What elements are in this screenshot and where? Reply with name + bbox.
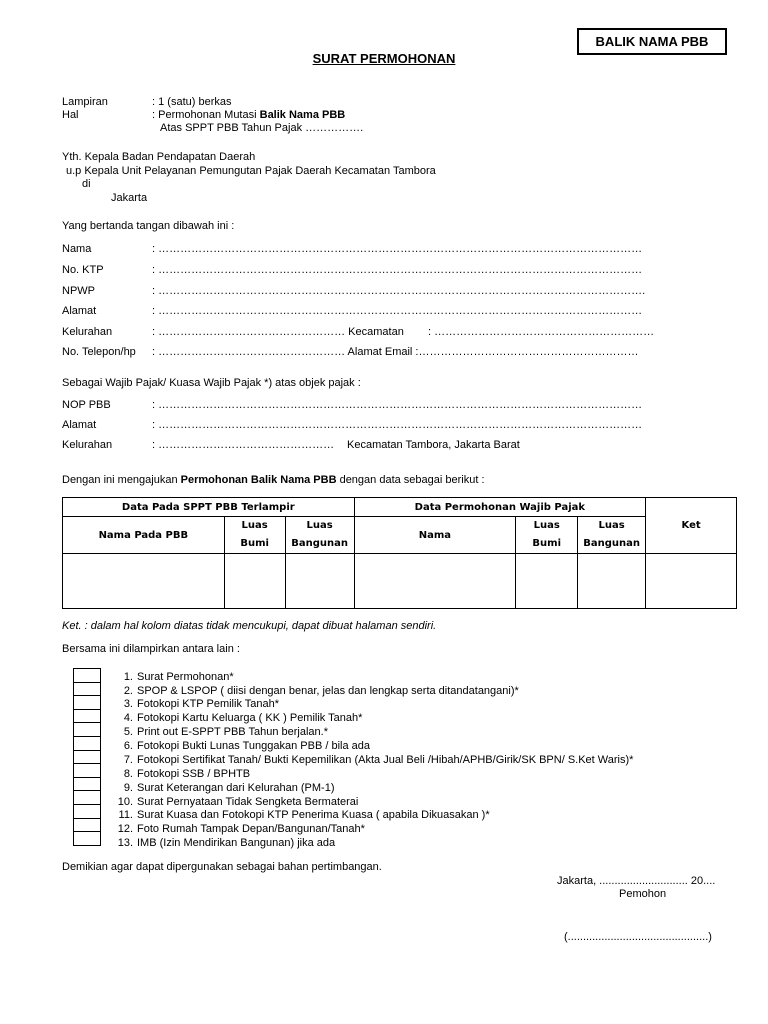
npwp-field[interactable]: : ……………………………………………………………………………………………………………………. (152, 285, 646, 297)
lampiran-value: : 1 (satu) berkas (152, 96, 232, 108)
nop-label: NOP PBB (62, 399, 111, 411)
list-item: 5. Print out E-SPPT PBB Tahun berjalan.* (123, 726, 328, 738)
lampiran-label: Lampiran (62, 96, 108, 108)
hal-value-line2: Atas SPPT PBB Tahun Pajak ……………. (160, 122, 364, 134)
list-item: 1. Surat Permohonan* (123, 671, 234, 683)
table-header-luas-bumi-2: Luas Bumi (516, 517, 578, 554)
list-item: 8. Fotokopi SSB / BPHTB (123, 768, 251, 780)
checkbox[interactable] (73, 831, 101, 846)
checkbox[interactable] (73, 750, 101, 764)
signature-line[interactable]: (..............................................) (564, 931, 712, 943)
nama-field[interactable]: : …………………………………………………………………………………………………………………… (152, 243, 643, 255)
telepon-email-field[interactable]: : …………………………………………… Alamat Email :…………………………………………………… (152, 346, 639, 358)
checkbox[interactable] (73, 777, 101, 791)
pemohon-label: Pemohon (619, 888, 667, 900)
objek-kecamatan-value: Kecamatan Tambora, Jakarta Barat (347, 439, 520, 451)
checkbox[interactable] (73, 668, 101, 682)
nama-label: Nama (62, 243, 92, 255)
hal-value: : Permohonan Mutasi Balik Nama PBB (152, 109, 346, 121)
ktp-field[interactable]: : …………………………………………………………………………………………………………………… (152, 264, 643, 276)
cell-luas-bangunan[interactable] (285, 554, 354, 609)
list-item: 7. Fotokopi Sertifikat Tanah/ Bukti Kepemilikan (Akta Jual Beli /Hibah/APHB/Girik/SK BPN/ S.Ket Waris)* (123, 754, 634, 766)
checkbox[interactable] (73, 695, 101, 709)
list-item: 6. Fotokopi Bukti Lunas Tunggakan PBB / bila ada (123, 740, 370, 752)
alamat-field[interactable]: : …………………………………………………………………………………………………………………… (152, 305, 643, 317)
recipient-line2: u.p Kepala Unit Pelayanan Pemungutan Pajak Daerah Kecamatan Tambora (66, 165, 436, 177)
objek-alamat-label: Alamat (62, 419, 97, 431)
kelurahan-label: Kelurahan (62, 326, 113, 338)
submission-text: Dengan ini mengajukan Permohonan Balik Nama PBB dengan data sebagai berikut : (62, 474, 485, 486)
intro-text: Yang bertanda tangan dibawah ini : (62, 220, 235, 232)
cell-luas-bumi[interactable] (224, 554, 285, 609)
cell-luas-bumi-2[interactable] (516, 554, 578, 609)
data-table (62, 497, 737, 609)
list-item: 11. Surat Kuasa dan Fotokopi KTP Penerima Kuasa ( apabila Dikuasakan )* (118, 809, 490, 821)
checkbox[interactable] (73, 790, 101, 804)
recipient-line4: Jakarta (111, 192, 148, 204)
checkbox[interactable] (73, 763, 101, 777)
alamat-label: Alamat (62, 305, 97, 317)
list-item: 12. Foto Rumah Tampak Depan/Bangunan/Tanah* (117, 823, 365, 835)
table-header-nama: Nama (354, 517, 516, 554)
list-item: 4. Fotokopi Kartu Keluarga ( KK ) Pemilik Tanah* (123, 712, 363, 724)
telepon-label: No. Telepon/hp (62, 346, 136, 358)
closing-text: Demikian agar dapat dipergunakan sebagai bahan pertimbangan. (62, 861, 382, 873)
kelurahan-field[interactable]: : …………………………………………… Kecamatan (152, 326, 404, 338)
checkbox[interactable] (73, 709, 101, 723)
cell-nama[interactable] (354, 554, 516, 609)
recipient-line1: Yth. Kepala Badan Pendapatan Daerah (62, 151, 256, 163)
cell-luas-bangunan-2[interactable] (578, 554, 646, 609)
recipient-line3: di (82, 178, 91, 190)
table-group-sppt: Data Pada SPPT PBB Terlampir (63, 498, 355, 517)
checkbox-column (73, 668, 101, 846)
table-row (63, 554, 737, 609)
list-item: 2. SPOP & LSPOP ( diisi dengan benar, jelas dan lengkap serta ditandatangani)* (123, 685, 519, 697)
attachments-intro: Bersama ini dilampirkan antara lain : (62, 643, 240, 655)
wp-intro-text: Sebagai Wajib Pajak/ Kuasa Wajib Pajak *) atas objek pajak : (62, 377, 361, 389)
checkbox[interactable] (73, 736, 101, 750)
objek-kelurahan-label: Kelurahan (62, 439, 113, 451)
table-header-luas-bangunan: Luas Bangunan (285, 517, 354, 554)
ktp-label: No. KTP (62, 264, 104, 276)
checkbox[interactable] (73, 804, 101, 818)
document-type-badge: BALIK NAMA PBB (577, 28, 727, 55)
date-line[interactable]: Jakarta, ............................. 20.... (557, 875, 716, 887)
objek-kelurahan-field[interactable]: : ………………………………………… (152, 439, 335, 451)
table-header-ket: Ket (646, 498, 737, 554)
checkbox[interactable] (73, 682, 101, 696)
table-note: Ket. : dalam hal kolom diatas tidak mencukupi, dapat dibuat halaman sendiri. (62, 620, 437, 632)
nop-field[interactable]: : …………………………………………………………………………………………………………………… (152, 399, 643, 411)
document-title: SURAT PERMOHONAN (312, 51, 456, 66)
npwp-label: NPWP (62, 285, 95, 297)
list-item: 13. IMB (Izin Mendirikan Bangunan) jika ada (117, 837, 336, 849)
hal-label: Hal (62, 109, 79, 121)
list-item: 10. Surat Pernyataan Tidak Sengketa Bermaterai (117, 796, 359, 808)
table-group-permohonan: Data Permohonan Wajib Pajak (354, 498, 646, 517)
table-header-luas-bangunan-2: Luas Bangunan (578, 517, 646, 554)
cell-ket[interactable] (646, 554, 737, 609)
table-header-nama-pbb: Nama Pada PBB (63, 517, 225, 554)
table-header-luas-bumi: Luas Bumi (224, 517, 285, 554)
cell-nama-pbb[interactable] (63, 554, 225, 609)
kecamatan-field[interactable]: : …………………………………………………… (428, 326, 655, 338)
objek-alamat-field[interactable]: : …………………………………………………………………………………………………………………… (152, 419, 643, 431)
checkbox[interactable] (73, 722, 101, 736)
checkbox[interactable] (73, 818, 101, 832)
list-item: 9. Surat Keterangan dari Kelurahan (PM-1) (123, 782, 335, 794)
list-item: 3. Fotokopi KTP Pemilik Tanah* (123, 698, 280, 710)
